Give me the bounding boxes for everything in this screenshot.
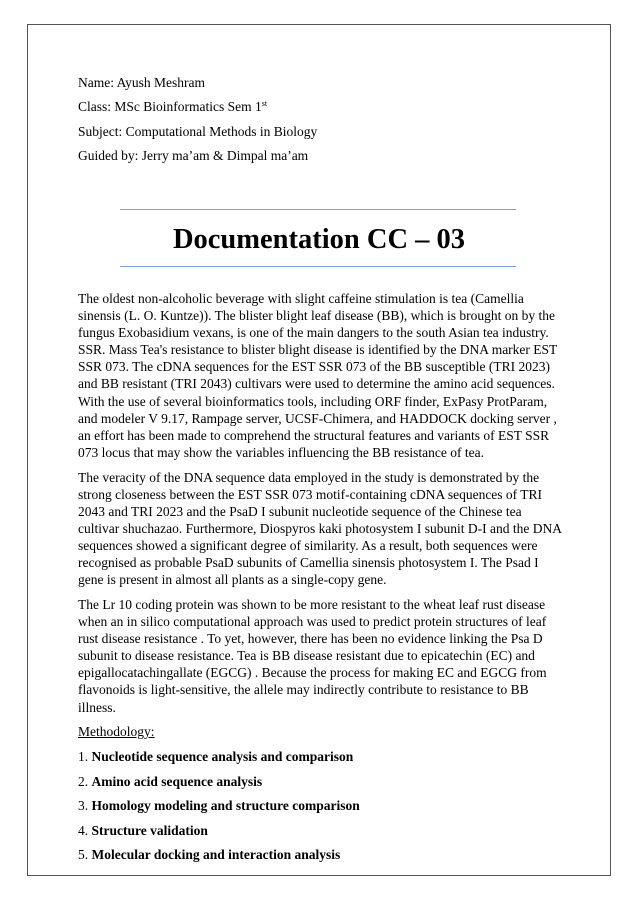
- document-title: Documentation CC – 03: [172, 224, 466, 255]
- step-number: 3.: [78, 798, 89, 814]
- step-text: Molecular docking and interaction analysis: [91, 847, 341, 863]
- step-text: Structure validation: [91, 822, 208, 838]
- list-item: [78, 797, 564, 814]
- step-text: Amino acid sequence analysis: [91, 773, 263, 789]
- step-text: Homology modeling and structure comparison: [91, 798, 360, 814]
- step-text: Nucleotide sequence analysis and comparison: [91, 749, 354, 765]
- step-number: 2.: [78, 773, 89, 789]
- class-text: Class: MSc Bioinformatics Sem 1: [78, 99, 262, 115]
- subject-line: Subject: Computational Methods in Biology: [78, 123, 318, 139]
- title-rule-top: [120, 209, 516, 210]
- methodology-heading: Methodology:: [78, 724, 155, 740]
- document-body: [78, 290, 564, 871]
- guided-line: Guided by: Jerry ma’am & Dimpal ma’am: [78, 147, 309, 163]
- step-number: 5.: [78, 847, 89, 863]
- title-rule-bottom: [120, 266, 516, 267]
- class-line: [78, 98, 317, 116]
- name-line: Name: Ayush Meshram: [78, 75, 205, 90]
- step-number: 4.: [78, 822, 89, 838]
- step-number: 1.: [78, 749, 89, 765]
- list-item: [78, 846, 564, 863]
- paragraph: The veracity of the DNA sequence data employed in the study is demonstrated by the strong closeness between the EST SSR 073 motif-containing cDNA sequences of TRI 2043 and TRI 2023 and the PsaD I subunit nucleotide sequence of the Chinese tea cultivar shuchazao. Furthermore, Diospyros kaki photosystem I subunit D-I and the DNA sequences showed a significant degree of similarity. As a result, both sequences were recognised as probable PsaD subunits of Camellia sinensis photosystem I. The Psad I gene is present in almost all plants as a single-copy gene.: [78, 469, 562, 588]
- class-superscript: st: [261, 99, 268, 109]
- list-item: [78, 773, 564, 790]
- paragraph: The oldest non-alcoholic beverage with slight caffeine stimulation is tea (Camellia sinensis (L. O. Kuntze)). The blister blight leaf disease (BB), which is brought on by the fungus Exobasidium vexans, is one of the main dangers to the south Asian tea industry. SSR. Mass Tea's resistance to blister blight disease is identified by the DNA marker EST SSR 073. The cDNA sequences for the EST SSR 073 of the BB susceptible (TRI 2023) and BB resistant (TRI 2043) cultivars were used to determine the amino acid sequences. With the use of several bioinformatics tools, including ORF finder, ExPasy ProtParam, and modeler V 9.17, Rampage server, UCSF-Chimera, and HADDOCK docking server , an effort has been made to comprehend the structural features and variants of EST SSR 073 locus that may show the variables influencing the BB resistance of tea.: [78, 291, 558, 460]
- author-info: [78, 74, 317, 171]
- methodology-list: [78, 748, 564, 863]
- list-item: [78, 822, 564, 839]
- list-item: [78, 748, 564, 765]
- paragraph: The Lr 10 coding protein was shown to be more resistant to the wheat leaf rust disease when an in silico computational approach was used to predict protein structures of leaf rust disease resistance . To yet, however, there has been no evidence linking the Psa D subunit to disease resistance. Tea is BB disease resistant due to epicatechin (EC) and epigallocatachingallate (EGCG) . Because the process for making EC and EGCG from flavonoids is light-sensitive, the allele may indirectly contribute to resistance to BB illness.: [78, 596, 547, 715]
